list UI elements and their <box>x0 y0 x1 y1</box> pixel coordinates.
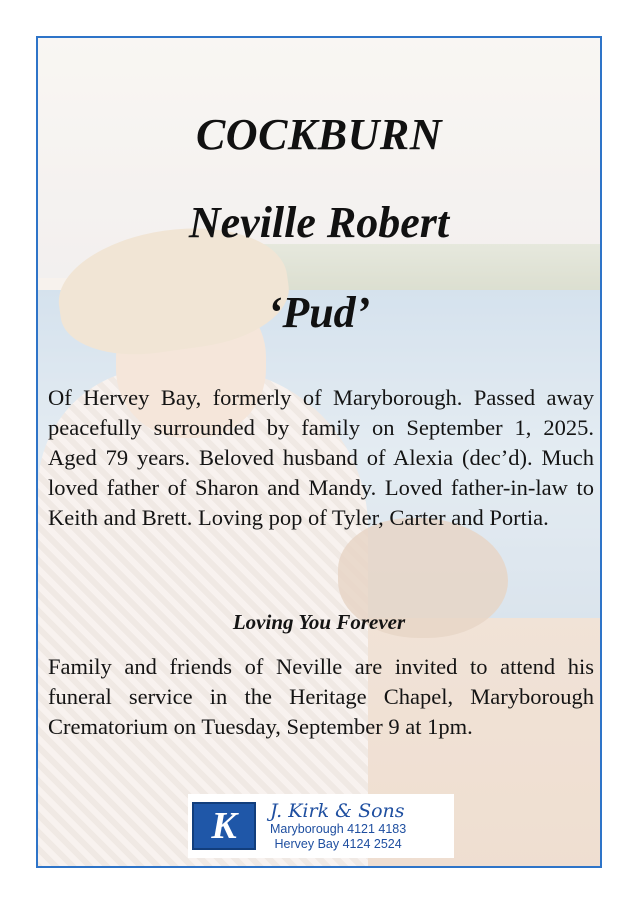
nickname-heading: ‘Pud’ <box>267 288 371 337</box>
death-notice <box>36 36 602 868</box>
obituary-paragraph: Of Hervey Bay, formerly of Maryborough. Passed away peacefully surrounded by family on September 1, 2025. Aged 79 years. Beloved husband of Alexia (dec’d). Much loved father of Sharon and Mandy. Loved father-in-law to Keith and Brett. Loving pop of Tyler, Carter and Portia. <box>48 385 594 530</box>
k-monogram-icon <box>192 802 256 850</box>
funeral-director-logo <box>188 794 454 858</box>
firm-name: J. Kirk & Sons <box>270 800 405 822</box>
given-names-heading: Neville Robert <box>188 198 450 247</box>
logo-mark-letter: K <box>211 805 237 847</box>
notice-content <box>38 38 600 866</box>
logo-text <box>270 800 406 852</box>
phone-maryborough: Maryborough 4121 4183 <box>270 822 407 836</box>
tagline: Loving You Forever <box>232 610 406 634</box>
funeral-details-paragraph: Family and friends of Neville are invited to attend his funeral service in the Heritage Chapel, Maryborough Crematorium on Tuesday, September 9 at 1pm. <box>48 654 594 739</box>
surname-heading: COCKBURN <box>195 110 443 159</box>
phone-hervey-bay: Hervey Bay 4124 2524 <box>274 837 402 851</box>
